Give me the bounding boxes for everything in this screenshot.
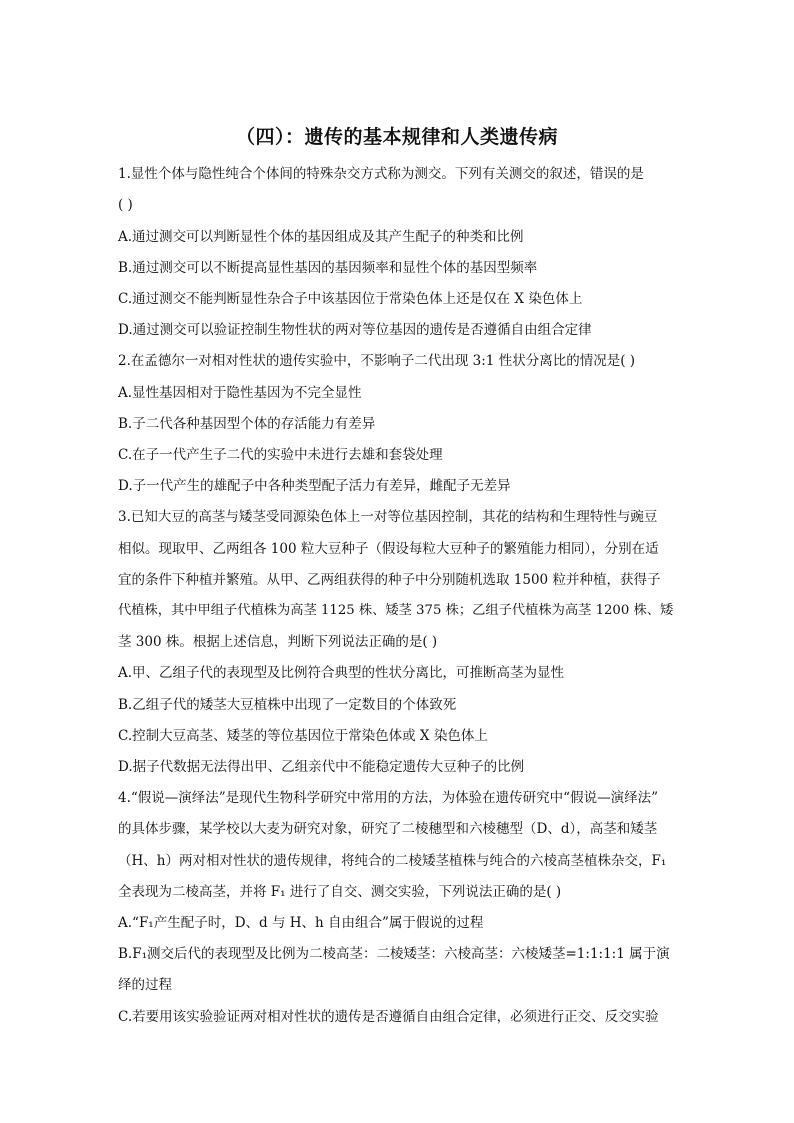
q1-option-d: D.通过测交可以验证控制生物性状的两对等位基因的遗传是否遵循自由组合定律 xyxy=(118,322,592,338)
q4-option-c: C.若要用该实验验证两对相对性状的遗传是否遵循自由组合定律，必须进行正交、反交实验 xyxy=(118,1009,659,1025)
q2-option-c: C.在子一代产生子二代的实验中未进行去雄和套袋处理 xyxy=(118,447,443,463)
q4-stem-line-4: 全表现为二棱高茎，并将 F₁ 进行了自交、测交实验，下列说法正确的是( ) xyxy=(118,884,562,900)
q3-stem-line-4: 代植株，其中甲组子代植株为高茎 1125 株、矮茎 375 株；乙组子代植株为高茎 1200 株、矮 xyxy=(118,603,674,618)
q2-option-d: D.子一代产生的雄配子中各种类型配子活力有差异，雌配子无差异 xyxy=(118,478,511,494)
q3-option-c: C.控制大豆高茎、矮茎的等位基因位于常染色体或 X 染色体上 xyxy=(118,728,488,744)
q4-stem-line-3: （H、h）两对相对性状的遗传规律，将纯合的二棱矮茎植株与纯合的六棱高茎植株杂交，F₁ xyxy=(118,853,667,869)
q3-stem-line-3: 宜的条件下种植并繁殖。从甲、乙两组获得的种子中分别随机选取 1500 粒并种植，获得子 xyxy=(118,572,661,588)
q2-option-b: B.子二代各种基因型个体的存活能力有差异 xyxy=(118,416,376,432)
q4-option-b-line-1: B.F₁测交后代的表现型及比例为二棱高茎：二棱矮茎：六棱高茎：六棱矮茎=1:1:1:1 属于演 xyxy=(118,946,670,962)
q2-stem-line-1: 2.在孟德尔一对相对性状的遗传实验中，不影响子二代出现 3:1 性状分离比的情况是( ) xyxy=(118,353,636,369)
q3-option-d: D.据子代数据无法得出甲、乙组亲代中不能稳定遗传大豆种子的比例 xyxy=(118,759,525,775)
q1-option-a: A.通过测交可以判断显性个体的基因组成及其产生配子的种类和比例 xyxy=(118,229,524,245)
q4-stem-line-1: 4.“假说—演绎法”是现代生物科学研究中常用的方法，为体验在遗传研究中“假说—演绎法” xyxy=(118,790,658,806)
q3-stem-line-2: 相似。现取甲、乙两组各 100 粒大豆种子（假设每粒大豆种子的繁殖能力相同），分别在适 xyxy=(118,541,659,557)
q4-stem-line-2: 的具体步骤，某学校以大麦为研究对象，研究了二棱穗型和六棱穗型（D、d），高茎和矮茎 xyxy=(118,821,658,837)
q1-stem-line-2: ( ) xyxy=(118,197,133,213)
q1-option-b: B.通过测交可以不断提高显性基因的基因频率和显性个体的基因型频率 xyxy=(118,260,538,276)
q3-option-a: A.甲、乙组子代的表现型及比例符合典型的性状分离比，可推断高茎为显性 xyxy=(118,665,565,681)
q1-option-c: C.通过测交不能判断显性杂合子中该基因位于常染色体上还是仅在 X 染色体上 xyxy=(118,291,583,307)
q4-option-b-line-2: 绎的过程 xyxy=(118,977,172,993)
q3-option-b: B.乙组子代的矮茎大豆植株中出现了一定数目的个体致死 xyxy=(118,697,457,713)
q1-stem-line-1: 1.显性个体与隐性纯合个体间的特殊杂交方式称为测交。下列有关测交的叙述，错误的是 xyxy=(118,166,644,182)
q3-stem-line-1: 3.已知大豆的高茎与矮茎受同源染色体上一对等位基因控制，其花的结构和生理特性与豌豆 xyxy=(118,509,658,525)
q2-option-a: A.显性基因相对于隐性基因为不完全显性 xyxy=(118,385,362,401)
q4-option-a: A.“F₁产生配子时，D、d 与 H、h 自由组合”属于假说的过程 xyxy=(118,915,484,931)
page-title: （四）：遗传的基本规律和人类遗传病 xyxy=(235,126,558,148)
q3-stem-line-5: 茎 300 株。根据上述信息，判断下列说法正确的是( ) xyxy=(118,634,438,650)
